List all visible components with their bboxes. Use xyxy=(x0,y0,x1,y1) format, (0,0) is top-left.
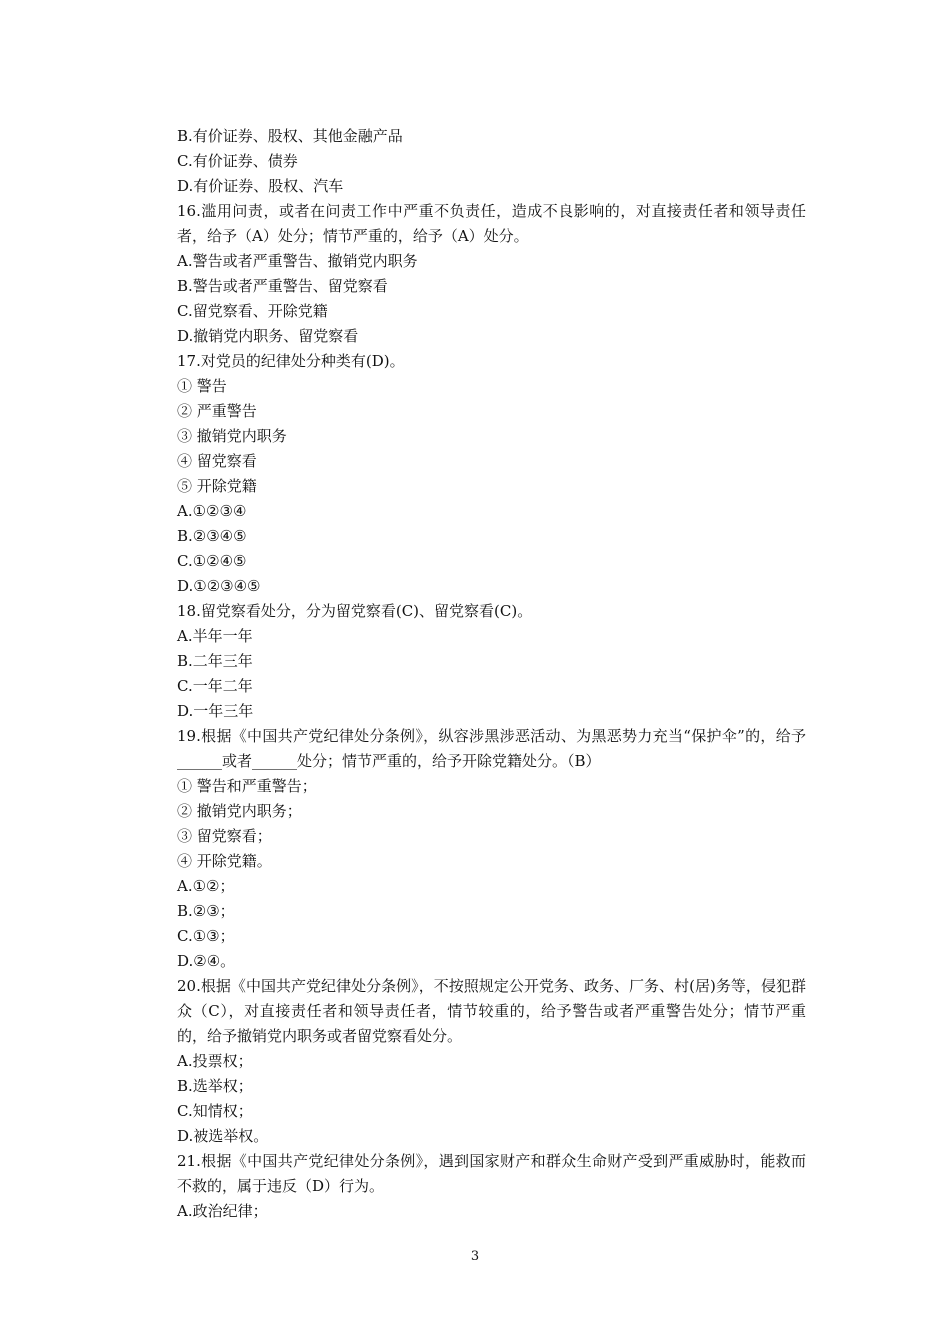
answer-option: ② 严重警告 xyxy=(177,402,257,420)
answer-option: B.二年三年 xyxy=(177,652,253,670)
answer-option: C.一年二年 xyxy=(177,677,253,695)
answer-option: A.投票权； xyxy=(177,1052,253,1070)
answer-option: A.①②； xyxy=(177,877,235,895)
answer-option: B.②③； xyxy=(177,902,235,920)
answer-option: D.②④。 xyxy=(177,952,236,970)
question-text: 20.根据《中国共产党纪律处分条例》，不按照规定公开党务、政务、厂务、村(居)务等，侵犯群众（C），对直接责任者和领导责任者，情节较重的，给予警告或者严重警告处分；情节严重的，给予撤销党内职务或者留党察看处分。 xyxy=(177,977,806,1045)
answer-option: D.撤销党内职务、留党察看 xyxy=(177,327,359,345)
answer-option: C.①③； xyxy=(177,927,235,945)
answer-option: D.一年三年 xyxy=(177,702,254,720)
answer-option: B.选举权； xyxy=(177,1077,253,1095)
question-text: 16.滥用问责，或者在问责工作中严重不负责任，造成不良影响的，对直接责任者和领导责任者，给予（A）处分；情节严重的，给予（A）处分。 xyxy=(177,202,806,245)
answer-option: ① 警告和严重警告； xyxy=(177,777,317,795)
document-body xyxy=(144,124,806,1224)
answer-option: B.有价证券、股权、其他金融产品 xyxy=(177,127,403,145)
answer-option: C.留党察看、开除党籍 xyxy=(177,302,328,320)
question-text: 18.留党察看处分，分为留党察看(C)、留党察看(C)。 xyxy=(177,602,533,620)
answer-option: A.半年一年 xyxy=(177,627,253,645)
answer-option: B.②③④⑤ xyxy=(177,527,247,545)
answer-option: D.①②③④⑤ xyxy=(177,577,261,595)
answer-option: ② 撤销党内职务； xyxy=(177,802,302,820)
answer-option: D.被选举权。 xyxy=(177,1127,269,1145)
answer-option: ⑤ 开除党籍 xyxy=(177,477,257,495)
answer-option: B.警告或者严重警告、留党察看 xyxy=(177,277,388,295)
answer-option: ③ 撤销党内职务 xyxy=(177,427,287,445)
answer-option: D.有价证券、股权、汽车 xyxy=(177,177,344,195)
answer-option: ① 警告 xyxy=(177,377,227,395)
question-text: 21.根据《中国共产党纪律处分条例》，遇到国家财产和群众生命财产受到严重威胁时，能救而不救的，属于违反（D）行为。 xyxy=(177,1152,806,1195)
answer-option: C.①②④⑤ xyxy=(177,552,247,570)
answer-option: ④ 开除党籍。 xyxy=(177,852,272,870)
question-text: 19.根据《中国共产党纪律处分条例》，纵容涉黑涉恶活动、为黑恶势力充当“保护伞”的，给予______或者______处分；情节严重的，给予开除党籍处分。（B） xyxy=(177,727,806,770)
answer-option: A.政治纪律； xyxy=(177,1202,268,1220)
page-number: 3 xyxy=(470,1249,480,1264)
answer-option: ④ 留党察看 xyxy=(177,452,257,470)
answer-option: C.有价证券、债券 xyxy=(177,152,298,170)
answer-option: A.警告或者严重警告、撤销党内职务 xyxy=(177,252,418,270)
answer-option: A.①②③④ xyxy=(177,502,247,520)
answer-option: ③ 留党察看； xyxy=(177,827,272,845)
answer-option: C.知情权； xyxy=(177,1102,253,1120)
question-text: 17.对党员的纪律处分种类有(D)。 xyxy=(177,352,405,370)
